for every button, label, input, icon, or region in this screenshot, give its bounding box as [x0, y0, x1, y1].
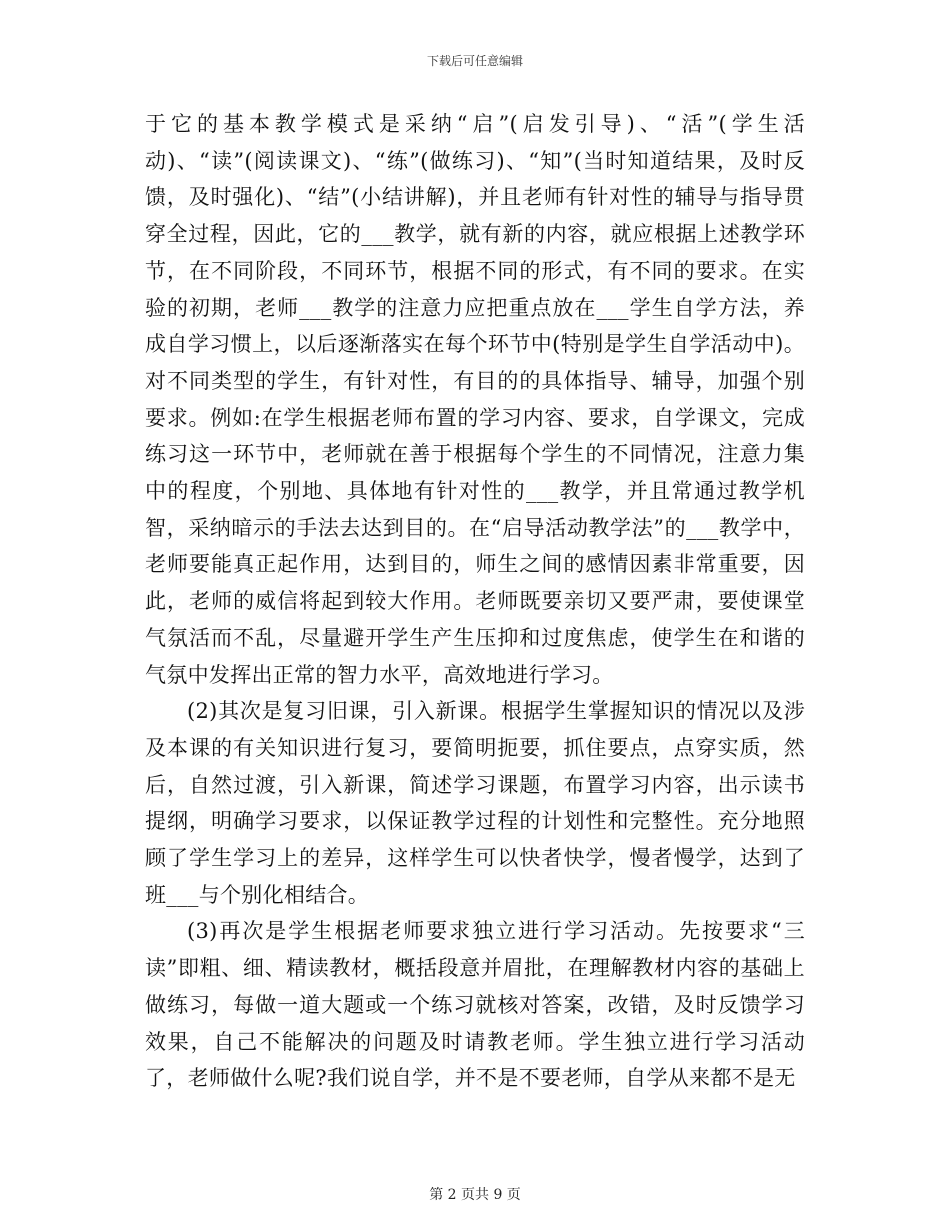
page-header: 下载后可任意编辑	[426, 54, 523, 68]
page-number-footer: 第 2 页共 9 页	[429, 1187, 521, 1203]
document-body	[145, 106, 805, 1097]
paragraph-2: (2)其次是复习旧课，引入新课。根据学生掌握知识的情况以及涉及本课的有关知识进行复习，要简明扼要，抓住要点，点穿实质，然后，自然过渡，引入新课，简述学习课题，布置学习内容，出示读书提纲，明确学习要求，以保证教学过程的计划性和完整性。充分地照顾了学生学习上的差异，这样学生可以快者快学，慢者慢学，达到了班___与个别化相结合。	[145, 699, 805, 907]
paragraph-1: 于它的基本教学模式是采纳“启”(启发引导)、“活”(学生活动)、“读”(阅读课文)、“练”(做练习)、“知”(当时知道结果，及时反馈，及时强化)、“结”(小结讲解)，并且老师有针对性的辅导与指导贯穿全过程，因此，它的___教学，就有新的内容，就应根据上述教学环节，在不同阶段，不同环节，根据不同的形式，有不同的要求。在实验的初期，老师___教学的注意力应把重点放在___学生自学方法，养成自学习惯上，以后逐渐落实在每个环节中(特别是学生自学活动中)。对不同类型的学生，有针对性，有目的的具体指导、辅导，加强个别要求。例如:在学生根据老师布置的学习内容、要求，自学课文，完成练习这一环节中，老师就在善于根据每个学生的不同情况，注意力集中的程度，个别地、具体地有针对性的___教学，并且常通过教学机智，采纳暗示的手法去达到目的。在“启导活动教学法”的___教学中，老师要能真正起作用，达到目的，师生之间的感情因素非常重要，因此，老师的威信将起到较大作用。老师既要亲切又要严肃，要使课堂气氛活而不乱，尽量避开学生产生压抑和过度焦虑，使学生在和谐的气氛中发挥出正常的智力水平，高效地进行学习。	[145, 112, 805, 687]
paragraph-3: (3)再次是学生根据老师要求独立进行学习活动。先按要求“三读”即粗、细、精读教材，概括段意并眉批，在理解教材内容的基础上做练习，每做一道大题或一个练习就核对答案，改错，及时反馈学习效果，自己不能解决的问题及时请教老师。学生独立进行学习活动了，老师做什么呢?我们说自学，并不是不要老师，自学从来都不是无	[145, 919, 805, 1091]
